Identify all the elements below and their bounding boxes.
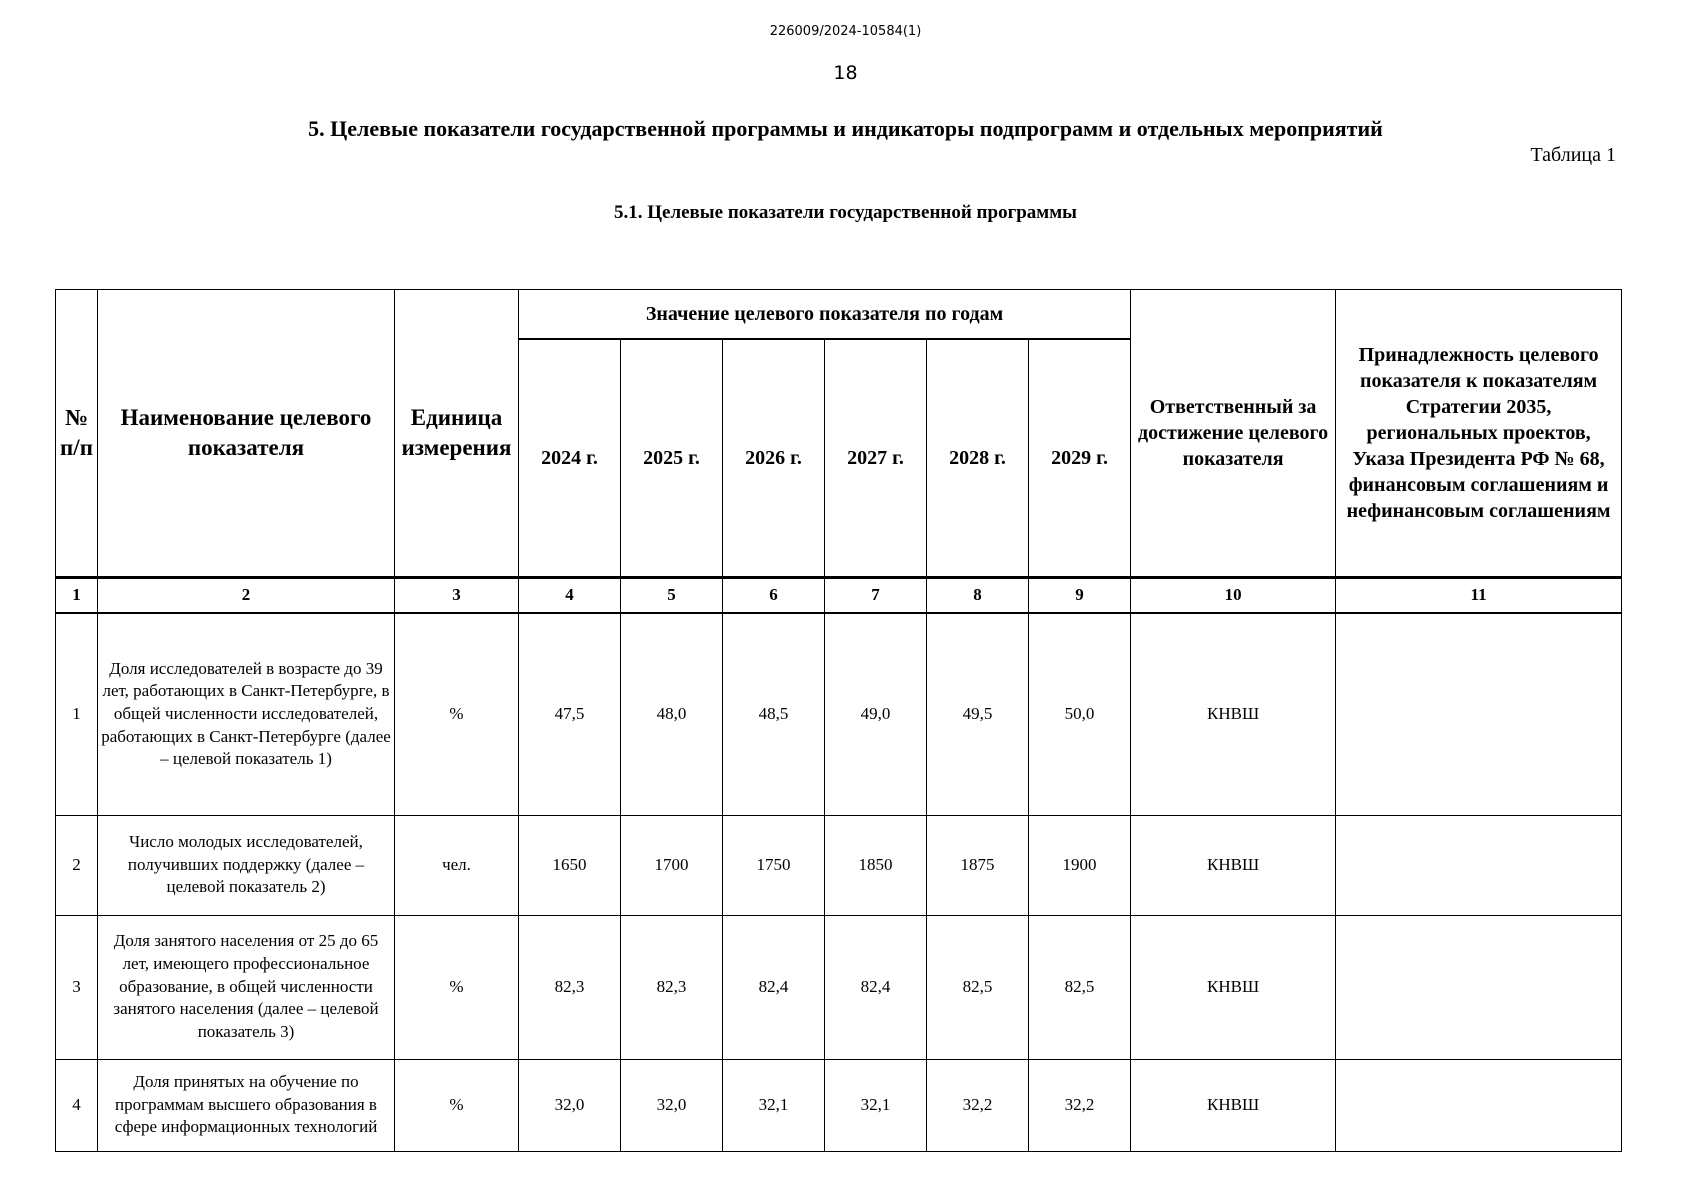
column-number: 9: [1029, 578, 1131, 614]
value-2024: 1650: [519, 815, 621, 915]
column-number: 6: [723, 578, 825, 614]
header-unit: Единица измерения: [395, 290, 519, 578]
header-year: 2029 г.: [1029, 339, 1131, 578]
column-number: 7: [825, 578, 927, 614]
value-2024: 32,0: [519, 1059, 621, 1151]
header-year: 2027 г.: [825, 339, 927, 578]
value-2029: 82,5: [1029, 915, 1131, 1059]
subsection-title: 5.1. Целевые показатели государственной программы: [613, 202, 1077, 223]
header-year: 2025 г.: [621, 339, 723, 578]
header-year: 2024 г.: [519, 339, 621, 578]
unit: %: [395, 1059, 519, 1151]
table-row: [56, 915, 1622, 1059]
page-number: 18: [833, 62, 858, 84]
column-number: 4: [519, 578, 621, 614]
value-2026: 82,4: [723, 915, 825, 1059]
value-2026: 32,1: [723, 1059, 825, 1151]
indicator-name: Доля принятых на обучение по программам высшего образования в сфере информационных технологий: [98, 1059, 395, 1151]
header-year: 2028 г.: [927, 339, 1029, 578]
indicator-name: Число молодых исследователей, получивших поддержку (далее – целевой показатель 2): [98, 815, 395, 915]
value-2025: 48,0: [621, 613, 723, 815]
document-id: 226009/2024-10584(1): [769, 24, 922, 39]
responsible: КНВШ: [1131, 815, 1336, 915]
table-label: Таблица 1: [1530, 144, 1616, 166]
value-2024: 82,3: [519, 915, 621, 1059]
value-2026: 1750: [723, 815, 825, 915]
value-2028: 1875: [927, 815, 1029, 915]
column-number: 8: [927, 578, 1029, 614]
value-2025: 82,3: [621, 915, 723, 1059]
affiliation: [1336, 1059, 1622, 1151]
value-2028: 32,2: [927, 1059, 1029, 1151]
target-indicators-table: [55, 289, 1622, 1152]
unit: %: [395, 613, 519, 815]
value-2024: 47,5: [519, 613, 621, 815]
value-2025: 32,0: [621, 1059, 723, 1151]
column-number: 5: [621, 578, 723, 614]
header-affiliation: Принадлежность целевого показателя к показателям Стратегии 2035, региональных проектов, Указа Президента РФ № 68, финансовым соглашениям и нефинансовым соглашениям: [1336, 290, 1622, 578]
responsible: КНВШ: [1131, 1059, 1336, 1151]
affiliation: [1336, 915, 1622, 1059]
unit: %: [395, 915, 519, 1059]
table-row: [56, 1059, 1622, 1151]
value-2027: 82,4: [825, 915, 927, 1059]
value-2027: 32,1: [825, 1059, 927, 1151]
row-number: 3: [56, 915, 98, 1059]
responsible: КНВШ: [1131, 915, 1336, 1059]
indicator-name: Доля занятого населения от 25 до 65 лет, имеющего профессиональное образование, в общей численности занятого населения (далее – целевой показатель 3): [98, 915, 395, 1059]
value-2027: 49,0: [825, 613, 927, 815]
value-2029: 1900: [1029, 815, 1131, 915]
indicator-name: Доля исследователей в возрасте до 39 лет, работающих в Санкт-Петербурге, в общей численности исследователей, работающих в Санкт-Петербурге (далее – целевой показатель 1): [98, 613, 395, 815]
value-2028: 82,5: [927, 915, 1029, 1059]
affiliation: [1336, 613, 1622, 815]
value-2027: 1850: [825, 815, 927, 915]
row-number: 1: [56, 613, 98, 815]
affiliation: [1336, 815, 1622, 915]
header-values-by-year: Значение целевого показателя по годам: [519, 290, 1131, 340]
column-number: 3: [395, 578, 519, 614]
unit: чел.: [395, 815, 519, 915]
column-number: 2: [98, 578, 395, 614]
value-2029: 32,2: [1029, 1059, 1131, 1151]
header-name: Наименование целевого показателя: [98, 290, 395, 578]
value-2025: 1700: [621, 815, 723, 915]
responsible: КНВШ: [1131, 613, 1336, 815]
row-number: 4: [56, 1059, 98, 1151]
header-responsible: Ответственный за достижение целевого показателя: [1131, 290, 1336, 578]
section-title: 5. Целевые показатели государственной программы и индикаторы подпрограмм и отдельных мероприятий: [308, 116, 1383, 141]
header-num: № п/п: [56, 290, 98, 578]
table-row: [56, 815, 1622, 915]
value-2026: 48,5: [723, 613, 825, 815]
value-2028: 49,5: [927, 613, 1029, 815]
column-number: 1: [56, 578, 98, 614]
table-row: [56, 613, 1622, 815]
value-2029: 50,0: [1029, 613, 1131, 815]
header-year: 2026 г.: [723, 339, 825, 578]
row-number: 2: [56, 815, 98, 915]
column-number: 11: [1336, 578, 1622, 614]
column-number: 10: [1131, 578, 1336, 614]
